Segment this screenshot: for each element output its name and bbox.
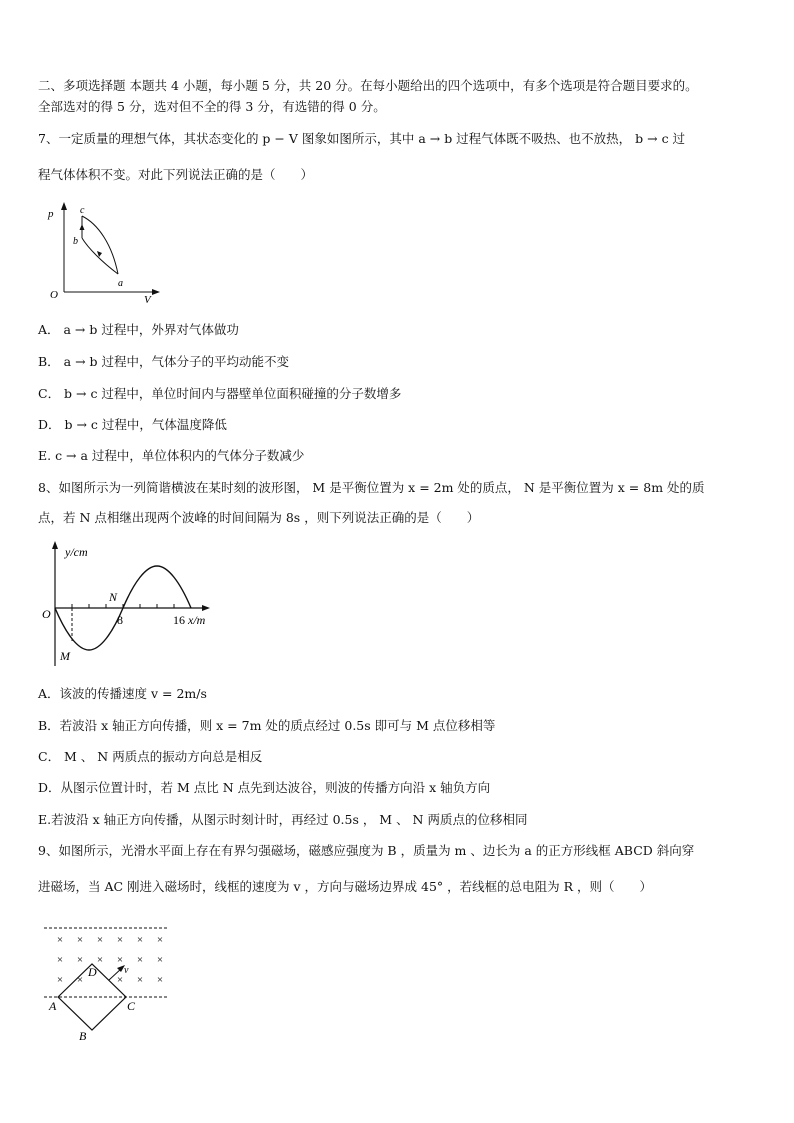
q7-pv-diagram: [38, 200, 168, 308]
svg-text:×: ×: [56, 974, 64, 986]
q9-stem-line1: 9、如图所示，光滑水平面上存在有界匀强磁场，磁感应强度为 B ，质量为 m 、边长为 a 的正方形线框 ABCD 斜向穿: [38, 843, 695, 858]
q7-stem-line1: 7、一定质量的理想气体，其状态变化的 p − V 图象如图所示，其中 a → b 过程气体既不吸热、也不放热， b → c 过: [38, 131, 686, 146]
field-crosses: [57, 934, 163, 986]
q8-option-d: D．从图示位置计时，若 M 点比 N 点先到达波谷，则波的传播方向沿 x 轴负方向: [38, 780, 491, 795]
label-D: D: [88, 965, 97, 979]
svg-text:×: ×: [116, 954, 124, 966]
q7-option-a: A． a → b 过程中，外界对气体做功: [38, 322, 239, 337]
q7-option-d: D． b → c 过程中，气体温度降低: [38, 417, 227, 432]
q7-option-c: C． b → c 过程中，单位时间内与器壁单位面积碰撞的分子数增多: [38, 386, 402, 401]
p-axis-arrow: [61, 202, 67, 210]
svg-text:×: ×: [156, 934, 164, 946]
svg-text:×: ×: [136, 954, 144, 966]
section-heading-line2: 全部选对的得 5 分，选对但不全的得 3 分，有选错的得 0 分。: [38, 99, 386, 114]
svg-text:×: ×: [56, 954, 64, 966]
q8-option-c: C． M 、 N 两质点的振动方向总是相反: [38, 749, 263, 764]
label-O: O: [42, 607, 51, 621]
q8-stem-line2: 点，若 N 点相继出现两个波峰的时间间隔为 8s ，则下列说法正确的是（ ）: [38, 510, 480, 525]
svg-text:×: ×: [76, 974, 84, 986]
label-a: a: [118, 278, 123, 289]
label-M: M: [60, 649, 70, 663]
label-B: B: [79, 1029, 87, 1043]
q7-option-e: E. c → a 过程中，单位体积内的气体分子数减少: [38, 448, 305, 463]
q7-stem-line2: 程气体体积不变。对此下列说法正确的是（ ）: [38, 167, 314, 182]
q8-option-b: B．若波沿 x 轴正方向传播，则 x = 7m 处的质点经过 0.5s 即可与 M 点位移相等: [38, 718, 496, 733]
label-x: x/m: [188, 613, 206, 627]
label-V: V: [144, 294, 151, 306]
svg-text:×: ×: [136, 974, 144, 986]
svg-text:×: ×: [136, 934, 144, 946]
v-axis-arrow: [152, 289, 160, 295]
q9-stem-line2: 进磁场，当 AC 刚进入磁场时，线框的速度为 v ，方向与磁场边界成 45° ，若线框的总电阻为 R ，则（ ）: [38, 879, 653, 894]
q7-option-b: B． a → b 过程中，气体分子的平均动能不变: [38, 354, 290, 369]
q8-option-e: E.若波沿 x 轴正方向传播，从图示时刻计时，再经过 0.5s ， M 、 N 两质点的位移相同: [38, 812, 528, 827]
svg-text:×: ×: [56, 934, 64, 946]
svg-text:×: ×: [116, 934, 124, 946]
x-axis-arrow: [202, 605, 210, 611]
q8-stem-line1: 8、如图所示为一列简谐横波在某时刻的波形图， M 是平衡位置为 x = 2m 处的质点， N 是平衡位置为 x = 8m 处的质: [38, 480, 705, 495]
label-y: y/cm: [65, 545, 88, 559]
svg-text:×: ×: [156, 974, 164, 986]
svg-text:×: ×: [156, 954, 164, 966]
label-v: v: [124, 965, 129, 976]
svg-text:×: ×: [96, 934, 104, 946]
label-c: c: [80, 205, 85, 216]
q9-magnetic-field-diagram: [38, 918, 178, 1043]
arrow-a-b: [97, 251, 102, 257]
label-C: C: [127, 999, 136, 1013]
tick-16: 16: [173, 613, 185, 627]
q8-wave-diagram: [38, 538, 228, 668]
label-O: O: [50, 289, 58, 301]
label-N: N: [109, 590, 118, 604]
svg-text:×: ×: [116, 974, 124, 986]
svg-text:×: ×: [76, 954, 84, 966]
q8-option-a: A．该波的传播速度 v = 2m/s: [38, 686, 207, 701]
y-axis-arrow: [52, 541, 58, 549]
svg-text:×: ×: [76, 934, 84, 946]
label-b: b: [73, 236, 78, 247]
section-heading-line1: 二、多项选择题 本题共 4 小题，每小题 5 分，共 20 分。在每小题给出的四个选项中，有多个选项是符合题目要求的。: [38, 78, 698, 93]
label-p: p: [48, 208, 54, 220]
svg-text:×: ×: [96, 954, 104, 966]
tick-8: 8: [117, 613, 123, 627]
arrow-b-c: [80, 224, 85, 230]
label-A: A: [49, 999, 57, 1013]
